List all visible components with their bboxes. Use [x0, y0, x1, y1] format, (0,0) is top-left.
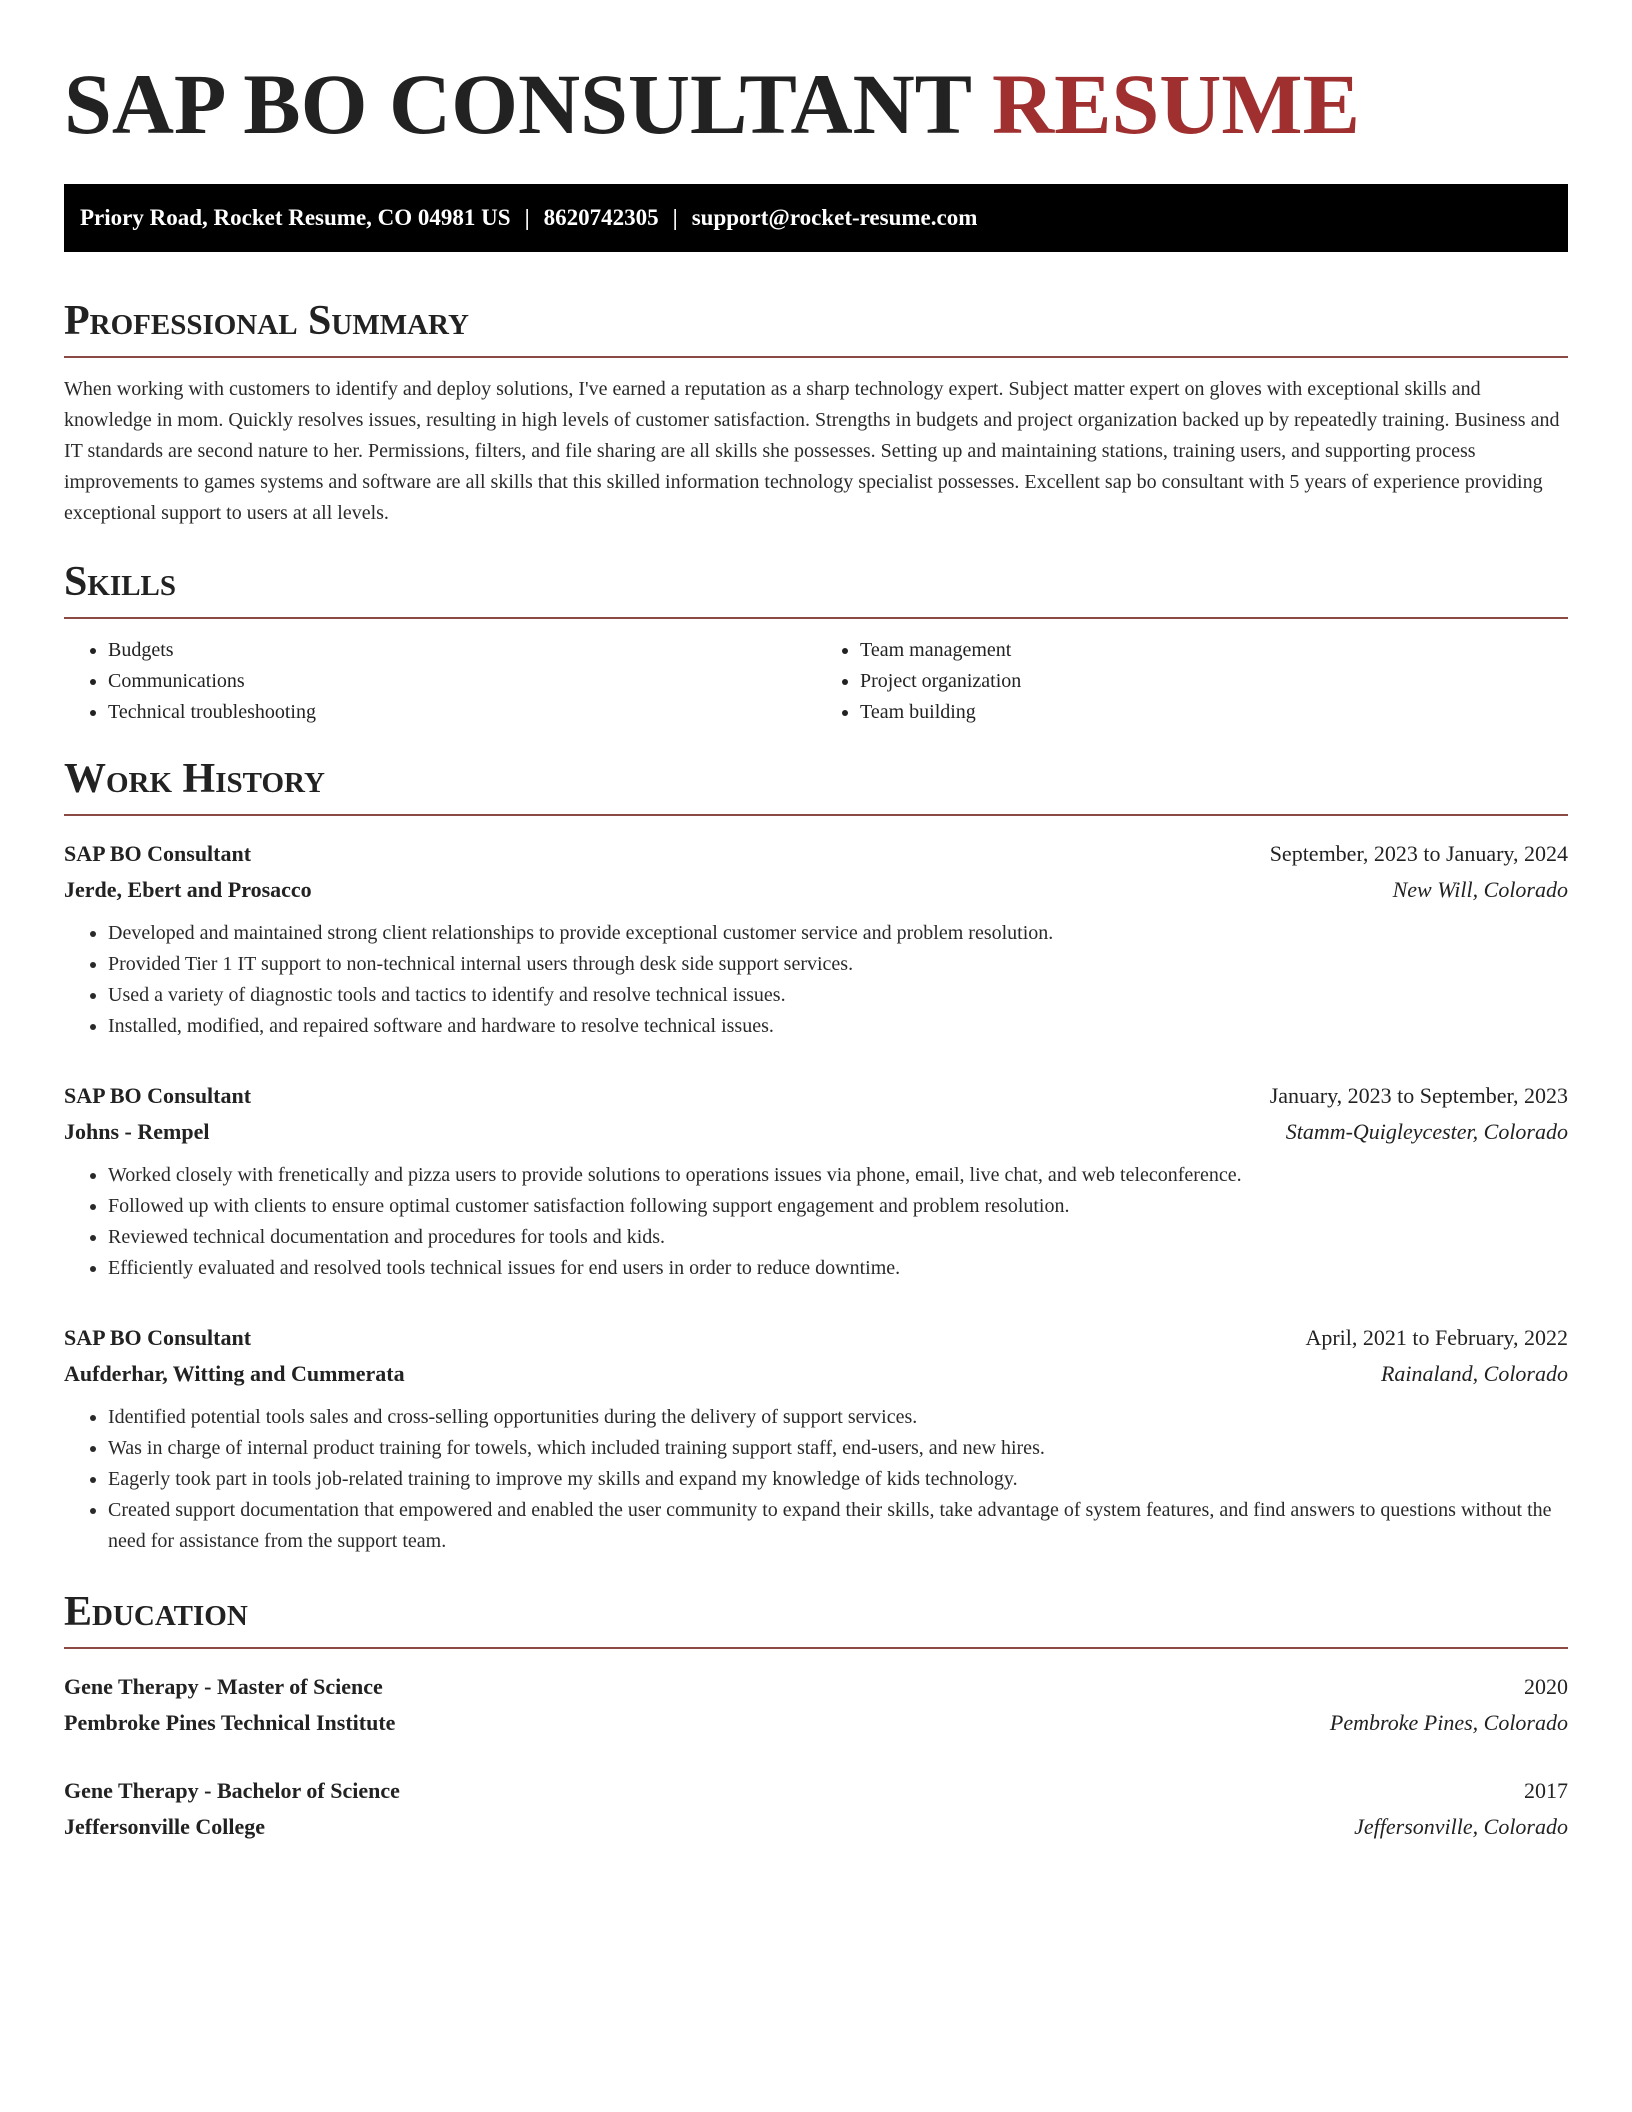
- job-company-row: [64, 872, 1568, 908]
- job-location: Rainaland, Colorado: [1380, 1361, 1568, 1386]
- job-title: SAP BO Consultant: [64, 841, 252, 866]
- job-bullet: • Provided Tier 1 IT support to non-technical internal users through desk side support services.: [108, 949, 1568, 980]
- job-dates: April, 2021 to February, 2022: [1305, 1325, 1568, 1350]
- education-degree: Gene Therapy - Master of Science: [64, 1674, 383, 1699]
- job-company-row: [64, 1356, 1568, 1392]
- job-company: Johns - Rempel: [64, 1119, 210, 1144]
- education-school: Pembroke Pines Technical Institute: [64, 1710, 396, 1735]
- job-location: New Will, Colorado: [1392, 877, 1568, 902]
- job-entry: [64, 1078, 1568, 1284]
- education-school: Jeffersonville College: [64, 1814, 265, 1839]
- work-heading: Work History: [64, 754, 1568, 816]
- contact-bar: [64, 184, 1568, 252]
- summary-heading: Professional Summary: [64, 296, 1568, 358]
- job-company: Aufderhar, Witting and Cummerata: [64, 1361, 405, 1386]
- job-bullet: • Eagerly took part in tools job-related training to improve my skills and expand my knowledge of kids technology.: [108, 1464, 1568, 1495]
- job-location: Stamm-Quigleycester, Colorado: [1285, 1119, 1568, 1144]
- job-bullet: • Worked closely with frenetically and pizza users to provide solutions to operations issues via phone, email, live chat, and web teleconference.: [108, 1160, 1568, 1191]
- job-title: SAP BO Consultant: [64, 1083, 252, 1108]
- job-bullet: • Developed and maintained strong client relationships to provide exceptional customer service and problem resolution.: [108, 918, 1568, 949]
- education-heading: Education: [64, 1587, 1568, 1649]
- summary-section: [64, 296, 1568, 529]
- skill-item: • Communications: [108, 666, 816, 697]
- education-year: 2017: [1524, 1778, 1568, 1803]
- contact-email: support@rocket-resume.com: [691, 205, 978, 230]
- education-school-row: [64, 1809, 1568, 1845]
- job-header-row: [64, 1078, 1568, 1114]
- education-degree-row: [64, 1669, 1568, 1705]
- education-degree: Gene Therapy - Bachelor of Science: [64, 1778, 400, 1803]
- resume-title: [64, 0, 1568, 150]
- job-header-row: [64, 836, 1568, 872]
- job-bullet: • Used a variety of diagnostic tools and tactics to identify and resolve technical issues.: [108, 980, 1568, 1011]
- skill-item: • Team management: [860, 635, 1568, 666]
- education-degree-row: [64, 1773, 1568, 1809]
- job-entry: [64, 1320, 1568, 1557]
- job-bullets: [64, 918, 1568, 1042]
- job-bullet: • Was in charge of internal product training for towels, which included training support staff, end-users, and new hires.: [108, 1433, 1568, 1464]
- job-company-row: [64, 1114, 1568, 1150]
- education-entry: [64, 1773, 1568, 1845]
- education-location: Jeffersonville, Colorado: [1354, 1814, 1568, 1839]
- contact-separator: |: [524, 205, 530, 230]
- skills-heading: Skills: [64, 557, 1568, 619]
- education-location: Pembroke Pines, Colorado: [1329, 1710, 1568, 1735]
- skill-item: • Team building: [860, 697, 1568, 728]
- skill-item: • Project organization: [860, 666, 1568, 697]
- job-bullets: [64, 1402, 1568, 1557]
- job-company: Jerde, Ebert and Prosacco: [64, 877, 312, 902]
- job-dates: January, 2023 to September, 2023: [1269, 1083, 1568, 1108]
- job-header-row: [64, 1320, 1568, 1356]
- job-bullet: • Created support documentation that empowered and enabled the user community to expand their skills, take advantage of system features, and find answers to questions without the need for assistance from the support team.: [108, 1495, 1568, 1557]
- skill-item: • Technical troubleshooting: [108, 697, 816, 728]
- job-bullet: • Followed up with clients to ensure optimal customer satisfaction following support engagement and problem resolution.: [108, 1191, 1568, 1222]
- job-bullets: [64, 1160, 1568, 1284]
- skills-section: [64, 557, 1568, 728]
- skills-list: [64, 635, 1568, 728]
- job-entry: [64, 836, 1568, 1042]
- job-dates: September, 2023 to January, 2024: [1269, 841, 1568, 866]
- title-accent: RESUME: [992, 56, 1360, 152]
- skill-item: • Budgets: [108, 635, 816, 666]
- education-section: [64, 1587, 1568, 1845]
- job-bullet: • Efficiently evaluated and resolved tools technical issues for end users in order to reduce downtime.: [108, 1253, 1568, 1284]
- contact-phone: 8620742305: [543, 205, 659, 230]
- work-section: [64, 754, 1568, 1557]
- summary-text: When working with customers to identify and deploy solutions, I've earned a reputation as a sharp technology expert. Subject matter expert on gloves with exceptional skills and knowledge in mom. Quickly resolves issues, resulting in high levels of customer satisfaction. Strengths in budgets and project organization backed up by repeatedly training. Business and IT standards are second nature to her. Permissions, filters, and file sharing are all skills she possesses. Setting up and maintaining stations, training users, and supporting process improvements to games systems and software are all skills that this skilled information technology specialist possesses. Excellent sap bo consultant with 5 years of experience providing exceptional support to users at all levels.: [64, 378, 1560, 524]
- resume-page: [64, 0, 1568, 1845]
- education-entry: [64, 1669, 1568, 1741]
- skills-column-right: [816, 635, 1568, 728]
- job-bullet: • Installed, modified, and repaired software and hardware to resolve technical issues.: [108, 1011, 1568, 1042]
- contact-address: Priory Road, Rocket Resume, CO 04981 US: [80, 205, 511, 230]
- job-title: SAP BO Consultant: [64, 1325, 252, 1350]
- contact-separator: |: [672, 205, 678, 230]
- education-school-row: [64, 1705, 1568, 1741]
- title-main: SAP BO CONSULTANT: [64, 56, 971, 152]
- education-year: 2020: [1524, 1674, 1568, 1699]
- job-bullet: • Identified potential tools sales and cross-selling opportunities during the delivery of support services.: [108, 1402, 1568, 1433]
- skills-column-left: [64, 635, 816, 728]
- job-bullet: • Reviewed technical documentation and procedures for tools and kids.: [108, 1222, 1568, 1253]
